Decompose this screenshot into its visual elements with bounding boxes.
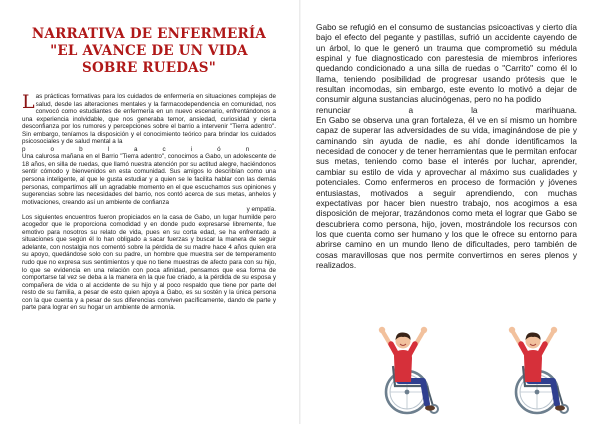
title-line-2: "EL AVANCE DE UN VIDA [50, 43, 248, 59]
title-line-3: SOBRE RUEDAS" [82, 60, 216, 76]
paragraph-accident-end: renunciar a la marihuana. [316, 104, 577, 115]
wheelchair-person-arms-raised-icon [501, 326, 581, 418]
figure-graphic [509, 327, 568, 413]
paragraph-intro-end: p o b l a c i ó n . [22, 145, 276, 153]
paragraph-intro-text: as prácticas formativas para los cuidados de enfermería en situaciones complejas de salud, desde las alteraciones mentales y la farmacodependencia en comunidad, nos convocó como estudiantes de enfermería en un nuevo escenario, enfrentándonos a una experiencia inolvidable, que nos generaba temor, ansiedad, curiosidad y cierta desconfianza por los rumores y percepciones sobre el barrio a intervenir "Tierra adentro". Sin embargo, teníamos la disposición y el conocimiento teórico para brindar los cuidados psicosociales y de salud mental a la [22, 93, 276, 146]
paragraph-meeting-end: y empatía. [246, 206, 276, 214]
paragraph-meeting [22, 153, 276, 206]
wheelchair-person-arms-raised-icon [371, 326, 451, 418]
left-column-text [22, 93, 276, 312]
title-line-1: NARRATIVA DE ENFERMERÍA [31, 26, 267, 42]
paragraph-intro [22, 93, 276, 146]
paragraph-accident: Gabo se refugió en el consumo de sustancias psicoactivas y cierto día bajo el efecto del pegante y pastillas, sufrió un accidente cayendo de un árbol, lo que le generó un trauma que comprometió su médula espinal y fue diagnosticado con parestesia de miembros inferiores quedando condicionado a una silla de ruedas o "Carrito" como él lo llama, teniendo posibilidad de progresar usando prótesis que le resultan incomodas, sin embargo, este evento lo motivó a dejar de consumir alguna sustancias alucinógenas, pero no ha podido [316, 22, 577, 105]
illustration-area [333, 326, 583, 418]
page-title [22, 26, 276, 77]
drop-cap: L [22, 91, 35, 113]
paragraph-home: Los siguientes encuentros fueron propiciados en la casa de Gabo, un lugar humilde pero acogedor que le proporciona comodidad y en donde pudo expresarse libremente, fue emotivo para nosotros su relato de vida, pues en su corta edad, se ha enfrentado a situaciones que según él lo han obligado a sacar fuerzas y buscar la manera de seguir adelante, con nostalgia nos comentó sobre la pérdida de su madre hace 4 años quien era su apoyo, quedándose solo con su padre, un hombre que muestra ser de temperamento rudo que no expresa sus sentimientos y que no tiene muestras de afecto para con su hijo, lo que se evidencia en una relación con poca afinidad, pensamos que esa forma de comportarse tal vez se deba a la manera en la que fue criado, a la pérdida de su esposa y compañera de vida o al accidente de su hijo y al poco respaldo que tiene por parte del resto de su familia, a pesar de esto quien apoya a Gabo, es su sostén y la única persona con la que cuenta y a pesar de sus diferencias conviven pacíficamente, dando de parte y parte para lograr en su hogar un ambiente de armonía. [22, 213, 276, 312]
paragraph-meeting-text: Una calurosa mañana en el Barrio "Tierra adentro", conocimos a Gabo, un adolescente de 18 años, en silla de ruedas, que llamó nuestra atención por su actitud alegre, haciéndonos sentir cómodo y bienvenidos en esta comunidad. Sus amigos lo describían como una persona inteligente, al que le gusta estudiar y a quien se le facilita hablar con las demás personas, compartimos allí un agradable momento en el que escuchamos sus opiniones y sugerencias sobre las necesidades del barrio, nos contó acerca de sus metas, anhelos y motivaciones, creando así un ambiente de confianza [22, 153, 276, 206]
right-column-text [316, 22, 577, 270]
paragraph-strength: En Gabo se observa una gran fortaleza, él ve en sí mismo un hombre capaz de superar las adversidades de su vida, imaginándose de pie y caminando sin ayuda de nadie, es ahí donde identificamos la necesidad de conocer y de tener herramientas que le permitan enfocar sus metas, teniendo como base el interés por luchar, aprender, cambiar su estilo de vida y aprovechar al máximo sus cualidades y potenciales. Como enfermeros en proceso de formación y jóvenes entusiastas, motivados a seguir aprendiendo, con muchas expectativas por hacer bien nuestro trabajo, nos acogimos a esa disposición de mejorar, trazándonos como meta el lograr que Gabo se descubriera como persona, hijo, joven, mostrándole los recursos con los que cuenta como ser humano y los que le ofrece su entorno para abrirse camino en un mundo lleno de dificultades, pero también de cosas maravillosas que nos permite convertirnos en seres plenos y realizados. [316, 115, 577, 270]
figure-graphic [379, 327, 438, 413]
